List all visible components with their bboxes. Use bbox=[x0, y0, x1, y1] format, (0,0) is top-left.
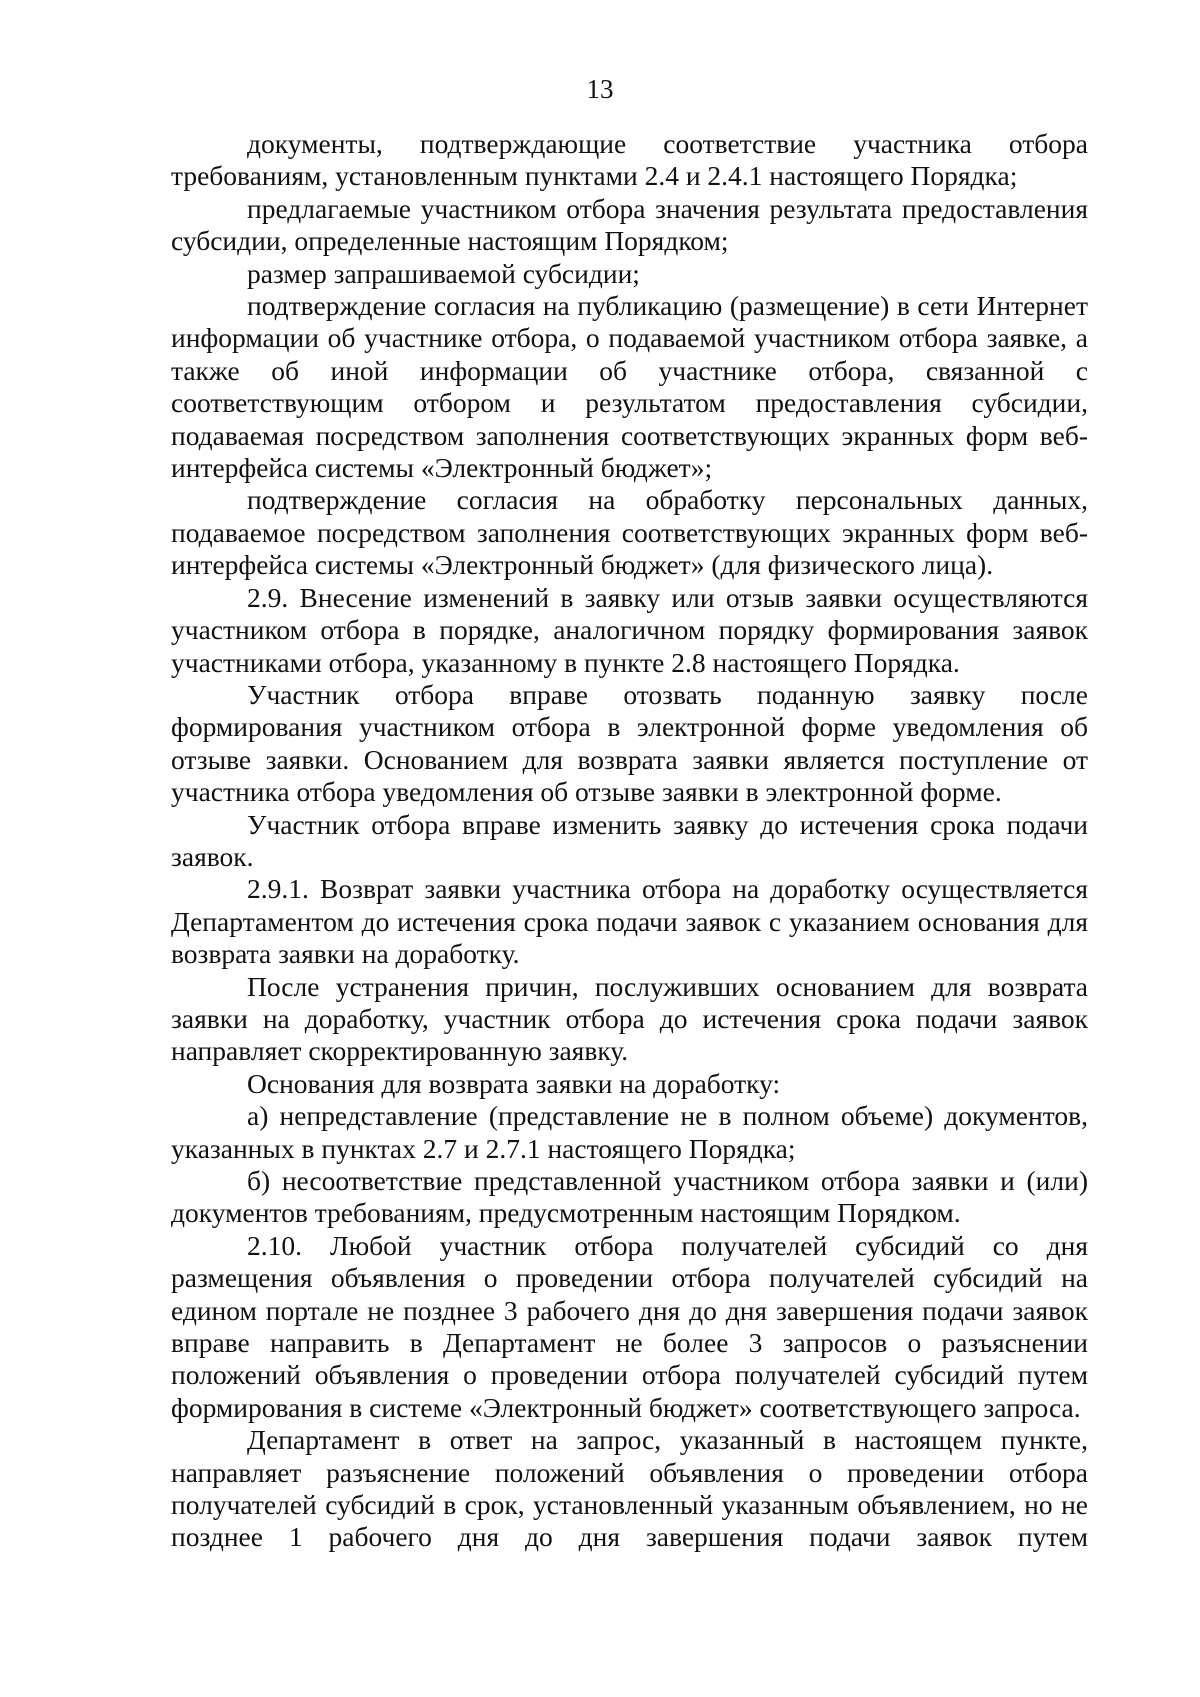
paragraph: предлагаемые участником отбора значения результата предоставления субсидии, определенные настоящим Порядком; bbox=[171, 192, 1088, 257]
paragraph: Участник отбора вправе отозвать поданную заявку после формирования участником отбора в электронной форме уведомления об отзыве заявки. Основанием для возврата заявки является поступление от участника отбора уведомления об отзыве заявки в электронной форме. bbox=[171, 678, 1088, 808]
paragraph: размер запрашиваемой субсидии; bbox=[247, 257, 640, 289]
document-body bbox=[171, 128, 1088, 1554]
paragraph: подтверждение согласия на обработку персональных данных, подаваемое посредством заполнения соответствующих экранных форм веб-интерфейса системы «Электронный бюджет» (для физического лица). bbox=[171, 484, 1088, 581]
paragraph: подтверждение согласия на публикацию (размещение) в сети Интернет информации об участнике отбора, о подаваемой участником отбора заявке, а также об иной информации об участнике отбора, связанной с соответствующим отбором и результатом предоставления субсидии, подаваемая посредством заполнения соответствующих экранных форм веб-интерфейса системы «Электронный бюджет»; bbox=[171, 290, 1088, 484]
paragraph: а) непредставление (представление не в полном объеме) документов, указанных в пунктах 2.7 и 2.7.1 настоящего Порядка; bbox=[171, 1100, 1088, 1164]
paragraph: документы, подтверждающие соответствие участника отбора требованиям, установленным пунктами 2.4 и 2.4.1 настоящего Порядка; bbox=[171, 128, 1088, 192]
paragraph: После устранения причин, послуживших основанием для возврата заявки на доработку, участник отбора до истечения срока подачи заявок направляет скорректированную заявку. bbox=[171, 970, 1088, 1067]
paragraph: 2.10. Любой участник отбора получателей субсидий со дня размещения объявления о проведении отбора получателей субсидий на едином портале не позднее 3 рабочего дня до дня завершения подачи заявок вправе направить в Департамент не более 3 запросов о разъяснении положений объявления о проведении отбора получателей субсидий путем формирования в системе «Электронный бюджет» соответствующего запроса. bbox=[171, 1229, 1088, 1423]
paragraph: 2.9. Внесение изменений в заявку или отзыв заявки осуществляются участником отбора в порядке, аналогичном порядку формирования заявок участниками отбора, указанному в пункте 2.8 настоящего Порядка. bbox=[171, 581, 1088, 678]
page-number: 13 bbox=[586, 74, 614, 104]
paragraph: б) несоответствие представленной участником отбора заявки и (или) документов требованиям, предусмотренным настоящим Порядком. bbox=[171, 1165, 1088, 1229]
paragraph: Основания для возврата заявки на доработку: bbox=[247, 1067, 781, 1099]
paragraph: Департамент в ответ на запрос, указанный в настоящем пункте, направляет разъяснение положений объявления о проведении отбора получателей субсидий в срок, установленный указанным объявлением, но не позднее 1 рабочего дня до дня завершения подачи заявок путем bbox=[171, 1424, 1088, 1553]
paragraph: 2.9.1. Возврат заявки участника отбора на доработку осуществляется Департаментом до истечения срока подачи заявок с указанием основания для возврата заявки на доработку. bbox=[171, 873, 1088, 970]
paragraph: Участник отбора вправе изменить заявку до истечения срока подачи заявок. bbox=[171, 808, 1088, 872]
